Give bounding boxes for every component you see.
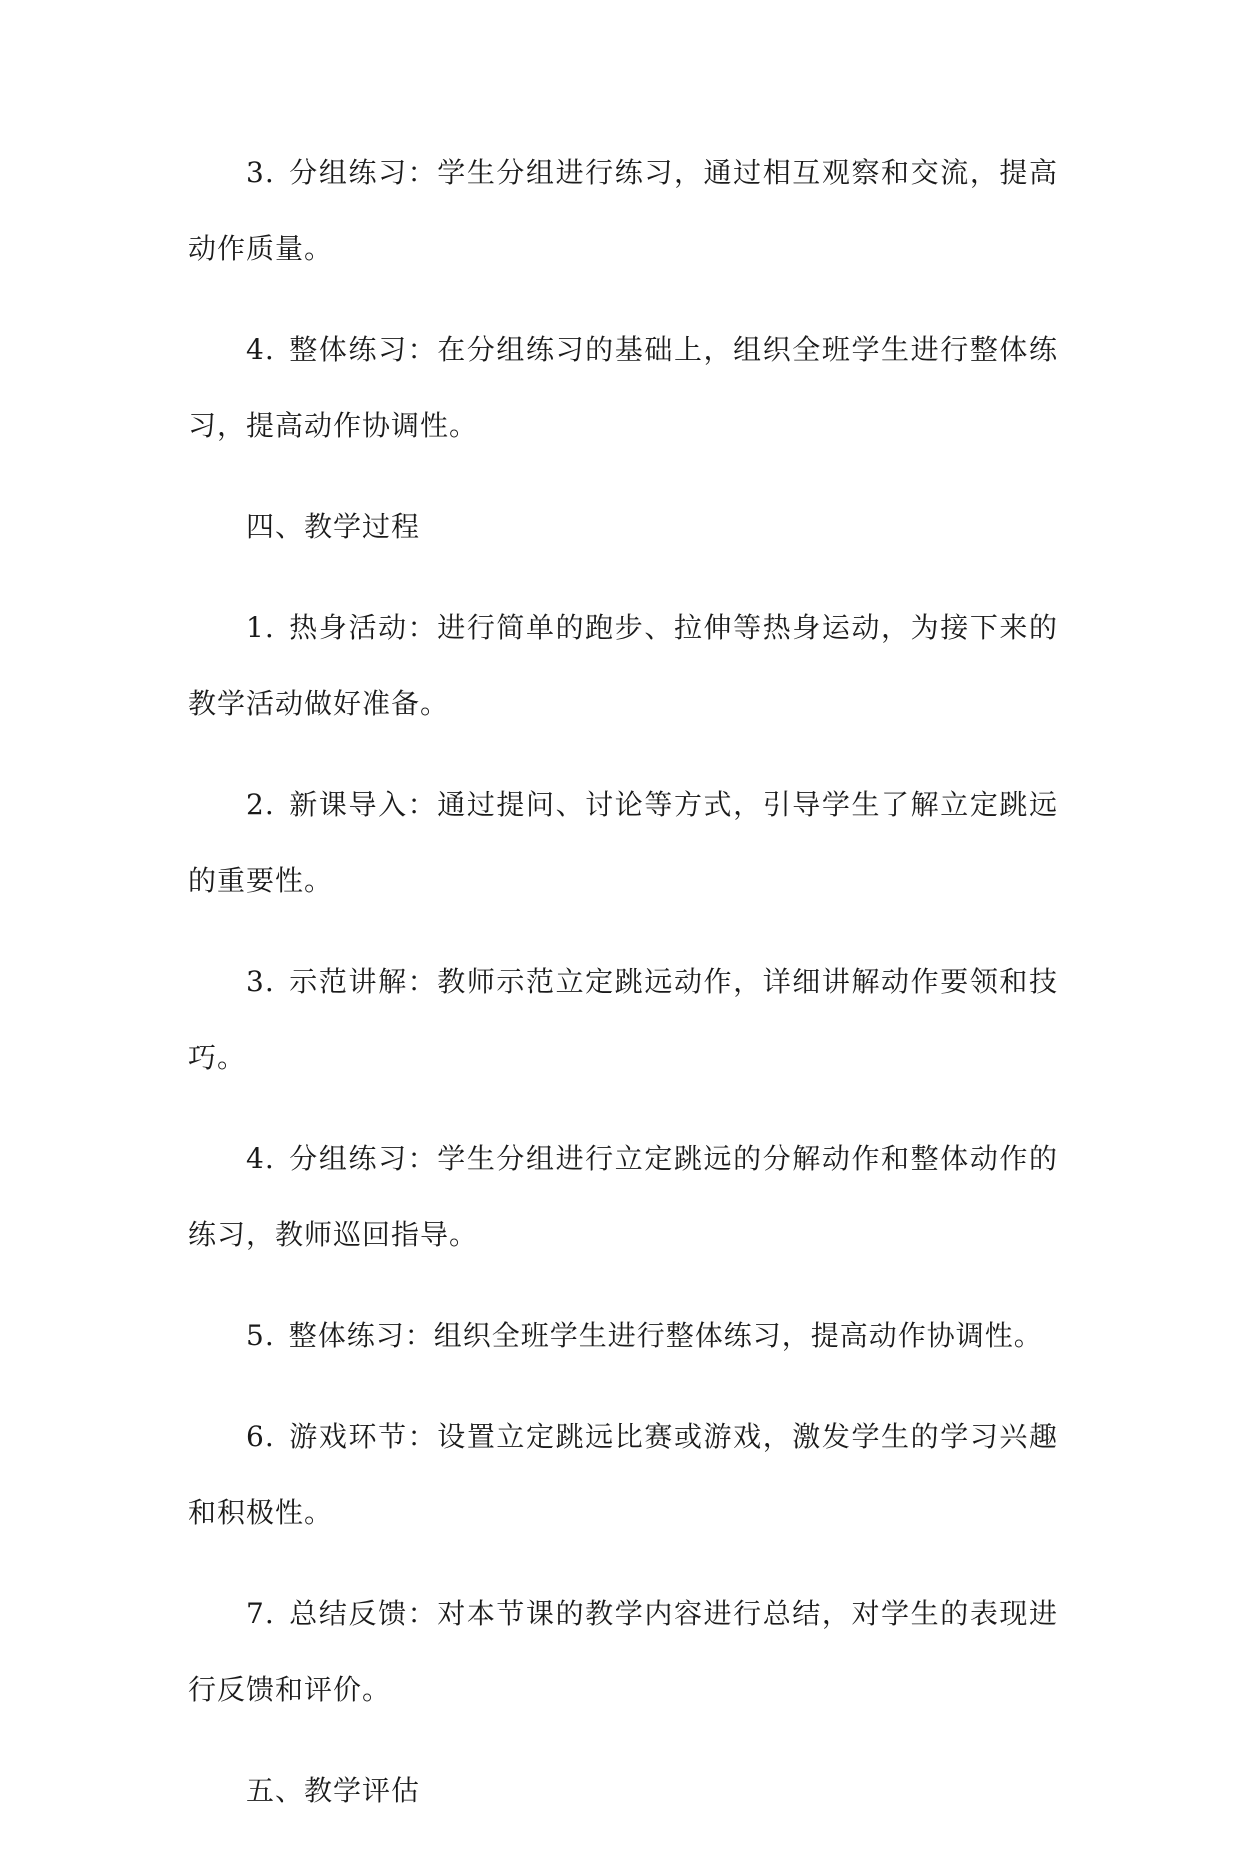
paragraph-warmup <box>188 590 1058 742</box>
paragraph-group-practice <box>188 1121 1058 1273</box>
paragraph-text: 分组练习：学生分组进行练习，通过相互观察和交流，提高动作质量。 <box>188 156 1058 265</box>
item-number: 6. <box>246 1420 275 1453</box>
paragraph-demonstration <box>188 944 1058 1096</box>
paragraph-text: 示范讲解：教师示范立定跳远动作，详细讲解动作要领和技巧。 <box>188 965 1058 1074</box>
paragraph-text: 总结反馈：对本节课的教学内容进行总结，对学生的表现进行反馈和评价。 <box>188 1597 1058 1706</box>
paragraph-whole-practice <box>188 1298 1058 1374</box>
item-number: 4. <box>246 333 275 366</box>
paragraph-practice-group <box>188 135 1058 287</box>
item-number: 3. <box>246 156 275 189</box>
paragraph-game <box>188 1399 1058 1551</box>
heading-text: 五、教学评估 <box>246 1774 421 1807</box>
paragraph-text: 整体练习：在分组练习的基础上，组织全班学生进行整体练习，提高动作协调性。 <box>188 333 1058 442</box>
item-number: 1. <box>246 611 275 644</box>
paragraph-text: 整体练习：组织全班学生进行整体练习，提高动作协调性。 <box>288 1319 1043 1352</box>
paragraph-text: 分组练习：学生分组进行立定跳远的分解动作和整体动作的练习，教师巡回指导。 <box>188 1142 1058 1251</box>
item-number: 4. <box>246 1142 275 1175</box>
paragraph-text: 新课导入：通过提问、讨论等方式，引导学生了解立定跳远的重要性。 <box>188 788 1058 897</box>
item-number: 2. <box>246 788 275 821</box>
section-heading-evaluation <box>188 1753 1058 1829</box>
item-number: 3. <box>246 965 275 998</box>
document-body <box>188 135 1058 1854</box>
paragraph-summary <box>188 1576 1058 1728</box>
item-number: 5. <box>246 1319 275 1352</box>
section-heading-teaching-process <box>188 489 1058 565</box>
item-number: 7. <box>246 1597 275 1630</box>
paragraph-practice-whole <box>188 312 1058 464</box>
paragraph-introduction <box>188 767 1058 919</box>
paragraph-text: 游戏环节：设置立定跳远比赛或游戏，激发学生的学习兴趣和积极性。 <box>188 1420 1058 1529</box>
paragraph-text: 热身活动：进行简单的跑步、拉伸等热身运动，为接下来的教学活动做好准备。 <box>188 611 1058 720</box>
heading-text: 四、教学过程 <box>246 510 421 543</box>
